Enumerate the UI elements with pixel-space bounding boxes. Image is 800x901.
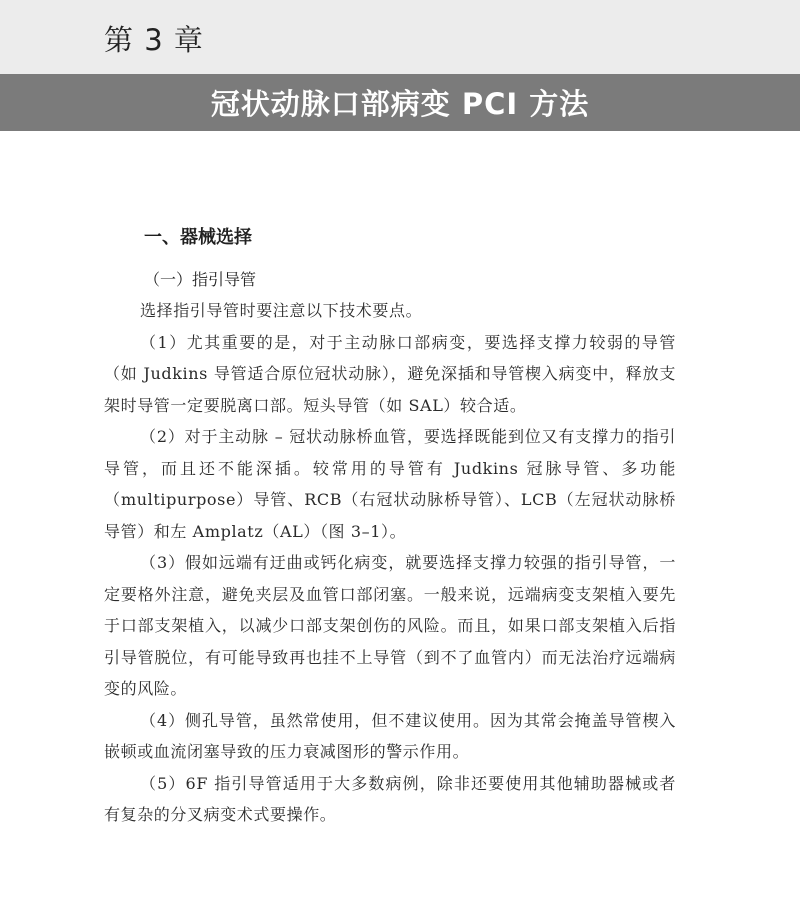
chapter-header-bar [0, 0, 800, 74]
chapter-title-bar [0, 74, 800, 131]
page-body [104, 221, 676, 831]
subsection-heading: （一）指引导管 [144, 270, 257, 289]
paragraph-point-4: （4）侧孔导管，虽然常使用，但不建议使用。因为其常会掩盖导管楔入嵌顿或血流闭塞导致的压力衰减图形的警示作用。 [104, 710, 676, 761]
paragraph-point-2: （2）对于主动脉 – 冠状动脉桥血管，要选择既能到位又有支撑力的指引导管，而且还不能深插。较常用的导管有 Judkins 冠脉导管、多功能（multipurpose）导管、RCB（右冠状动脉桥导管）、LCB（左冠状动脉桥导管）和左 Amplatz（AL）（图 3–1）。 [104, 427, 676, 541]
chapter-title: 冠状动脉口部病变 PCI 方法 [210, 87, 590, 121]
paragraph-intro: 选择指引导管时要注意以下技术要点。 [140, 301, 423, 320]
paragraph-point-3: （3）假如远端有迂曲或钙化病变，就要选择支撑力较强的指引导管，一定要格外注意，避免夹层及血管口部闭塞。一般来说，远端病变支架植入要先于口部支架植入，以减少口部支架创伤的风险。而且，如果口部支架植入后指引导管脱位，有可能导致再也挂不上导管（到不了血管内）而无法治疗远端病变的风险。 [104, 553, 676, 698]
chapter-number: 第 3 章 [104, 23, 204, 57]
section-heading: 一、器械选择 [144, 227, 252, 248]
paragraph-point-1: （1）尤其重要的是，对于主动脉口部病变，要选择支撑力较弱的导管（如 Judkins 导管适合原位冠状动脉），避免深插和导管楔入病变中，释放支架时导管一定要脱离口部。短头导管（如 SAL）较合适。 [104, 332, 676, 415]
paragraph-point-5: （5）6F 指引导管适用于大多数病例，除非还要使用其他辅助器械或者有复杂的分叉病变术式要操作。 [104, 773, 676, 824]
